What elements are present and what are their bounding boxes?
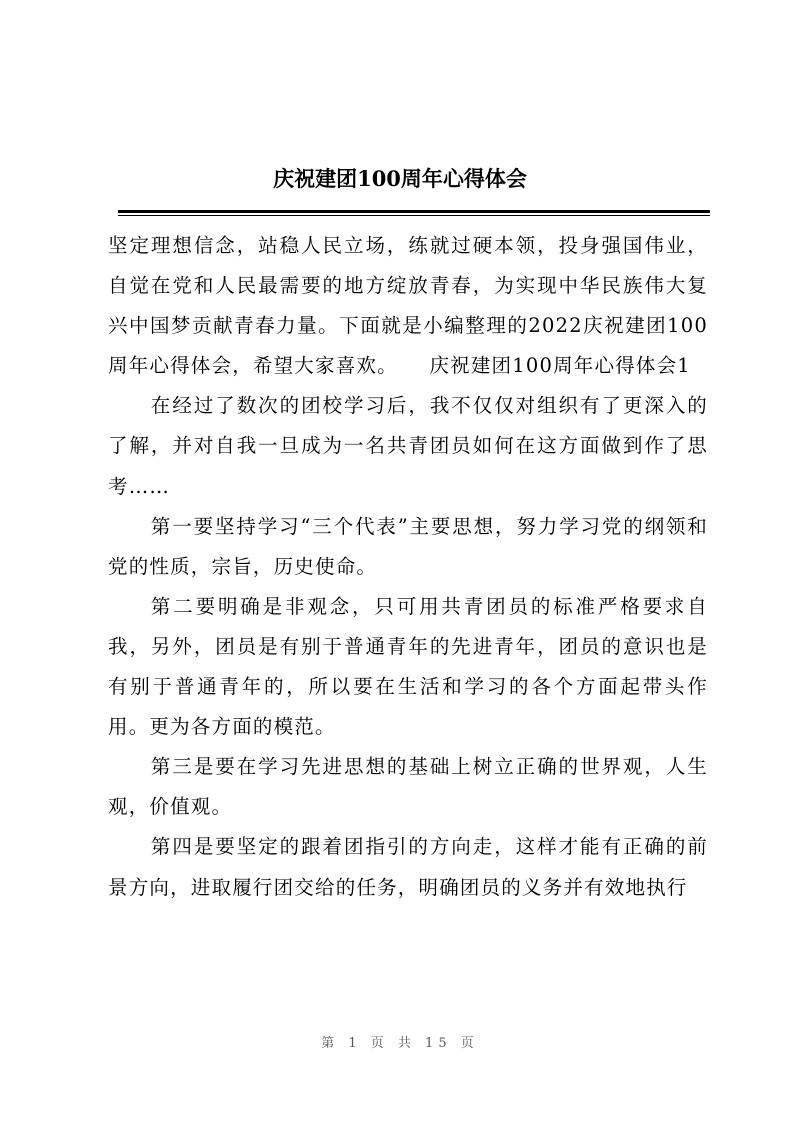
paragraph-2: 第一要坚持学习“三个代表”主要思想，努力学习党的纲领和党的性质，宗旨，历史使命。 bbox=[108, 514, 708, 578]
paragraph-intro: 坚定理想信念，站稳人民立场，练就过硬本领，投身强国伟业，自觉在党和人民最需要的地方绽放青春，为实现中华民族伟大复兴中国梦贡献青春力量。下面就是小编整理的2022庆祝建团100周年心得体会，希望大家喜欢。 庆祝建团100周年心得体会1 bbox=[108, 234, 708, 378]
document-title: 庆祝建团100周年心得体会 bbox=[273, 166, 527, 191]
paragraph-4: 第三是要在学习先进思想的基础上树立正确的世界观，人生观，价值观。 bbox=[108, 755, 708, 819]
title-divider-thick bbox=[118, 210, 710, 213]
paragraph-1: 在经过了数次的团校学习后，我不仅仅对组织有了更深入的了解，并对自我一旦成为一名共青团员如何在这方面做到作了思考…… bbox=[108, 394, 708, 498]
paragraph-3: 第二要明确是非观念，只可用共青团员的标准严格要求自我，另外，团员是有别于普通青年的先进青年，团员的意识也是有别于普通青年的，所以要在生活和学习的各个方面起带头作用。更为各方面的模范。 bbox=[108, 594, 708, 739]
document-body bbox=[108, 226, 708, 908]
paragraph-5: 第四是要坚定的跟着团指引的方向走，这样才能有正确的前景方向，进取履行团交给的任务，明确团员的义务并有效地执行 bbox=[108, 835, 708, 899]
page-footer: 第 1 页 共 15 页 bbox=[321, 1036, 479, 1051]
title-divider-thin bbox=[118, 215, 710, 216]
